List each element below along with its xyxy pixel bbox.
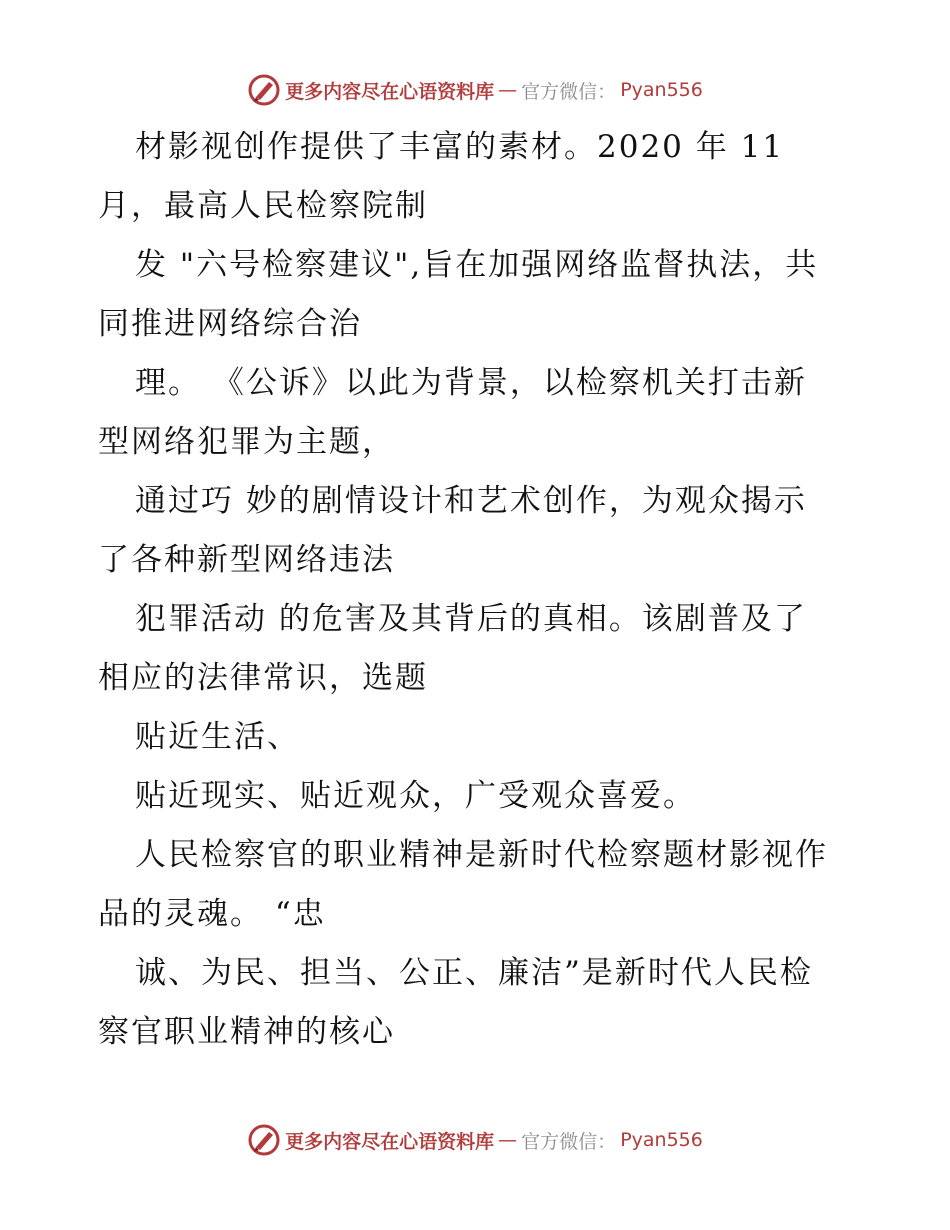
document-line: 型网络犯罪为主题， <box>98 424 395 460</box>
document-line: 察官职业精神的核心 <box>98 1014 395 1050</box>
footer-dash: — <box>498 1129 518 1151</box>
footer-wechat-label: 官方微信： <box>521 1130 617 1153</box>
footer-banner <box>0 1122 950 1158</box>
header-site-text: 更多内容尽在心语资料库 <box>285 80 495 103</box>
footer-site-text: 更多内容尽在心语资料库 <box>285 1130 495 1153</box>
header-dash: — <box>498 79 518 101</box>
document-line: 通过巧 妙的剧情设计和艺术创作，为观众揭示 <box>135 483 807 519</box>
document-line: 犯罪活动 的危害及其背后的真相。该剧普及了 <box>135 601 807 637</box>
document-line: 同推进网络综合治 <box>98 306 362 342</box>
document-line: 理。 《公诉》以此为背景，以检察机关打击新 <box>135 365 807 401</box>
document-line: 人民检察官的职业精神是新时代检察题材影视作 <box>135 837 828 873</box>
footer-wechat-id: Pyan556 <box>620 1129 703 1151</box>
document-line: 材影视创作提供了丰富的素材。2020 年 11 <box>135 129 785 165</box>
document-line: 月，最高人民检察院制 <box>98 188 428 224</box>
document-line: 品的灵魂。 “忠 <box>98 896 326 932</box>
footer-banner-content <box>247 1123 703 1157</box>
header-wechat-label: 官方微信： <box>521 80 617 103</box>
header-wechat-id: Pyan556 <box>620 79 703 101</box>
document-line: 发 "六号检察建议",旨在加强网络监督执法，共 <box>135 247 819 283</box>
document-line: 相应的法律常识，选题 <box>98 660 428 696</box>
document-line: 诚、为民、担当、公正、廉洁”是新时代人民检 <box>135 955 813 991</box>
pen-in-circle-logo-icon <box>247 1123 281 1157</box>
document-line: 贴近生活、 <box>135 719 300 755</box>
document-line: 了各种新型网络违法 <box>98 542 395 578</box>
document-line: 贴近现实、贴近观众，广受观众喜爱。 <box>135 778 696 814</box>
